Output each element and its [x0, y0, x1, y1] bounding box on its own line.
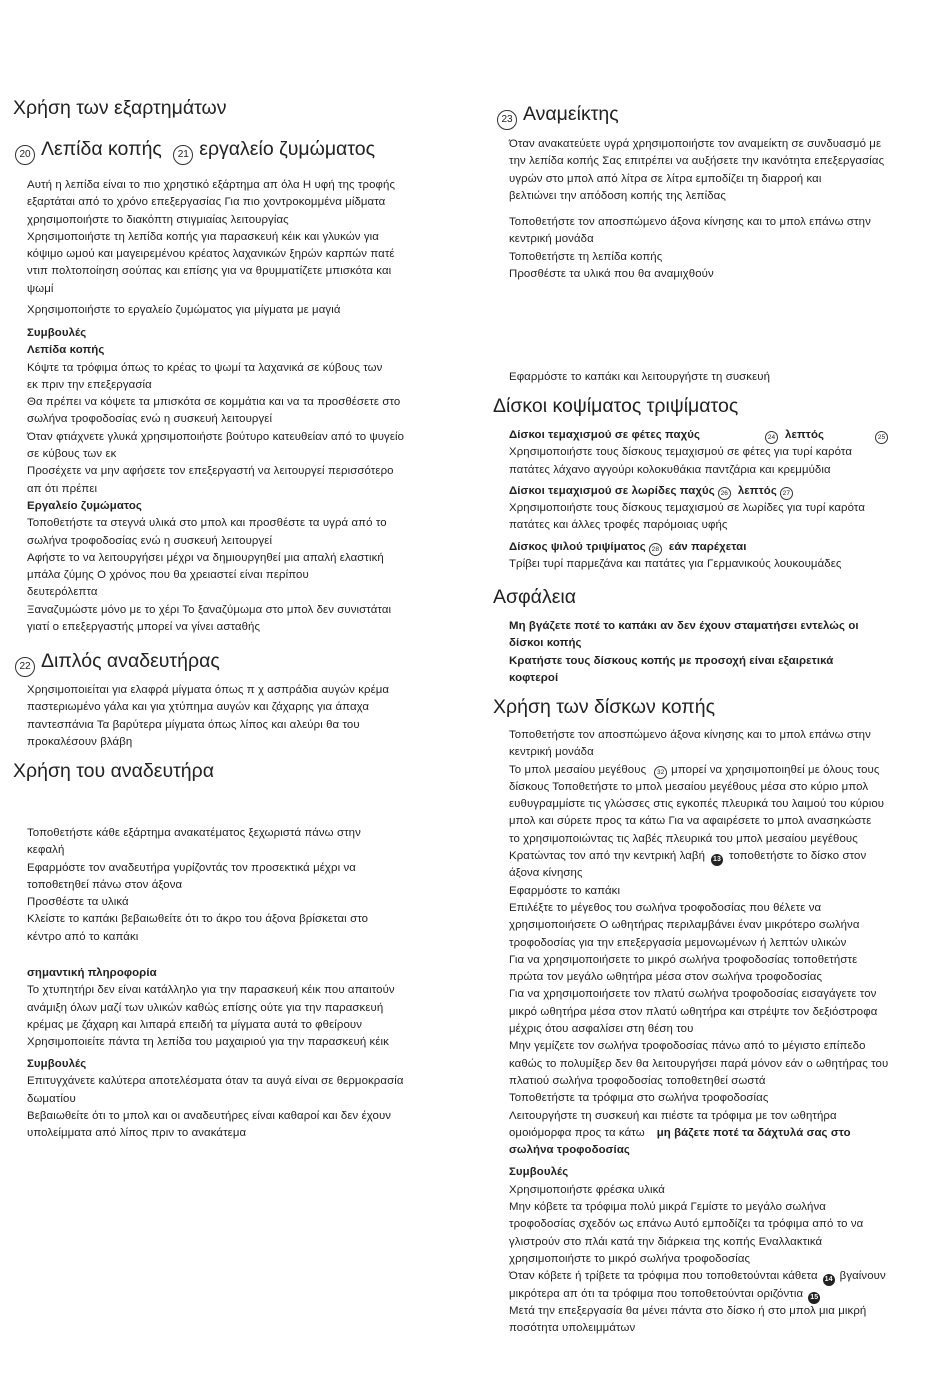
- text-line: [509, 848, 888, 865]
- number-25-icon: 25: [875, 431, 888, 444]
- text-line: ανάμιξη όλων μαζί των υλικών καθώς επίσης ούτε για την παρασκευή: [27, 1001, 384, 1014]
- safety-warnings: [509, 618, 859, 687]
- mixer-steps: [509, 214, 871, 283]
- important-note: [27, 965, 395, 1051]
- text-line: σε κύβους των εκ: [27, 448, 117, 461]
- number-32-icon: 32: [654, 766, 667, 779]
- text-line: τροφοδοσίας για την επεξεργασία μεμονωμένων ή λεπτών υλικών: [509, 936, 847, 949]
- text-line: προκαλέσουν βλάβη: [27, 735, 133, 748]
- number-22-icon: 22: [15, 657, 35, 677]
- text-line: κοφτεροί: [509, 671, 559, 684]
- text-line: Τοποθετήστε τα τρόφιμα στο σωλήνα τροφοδοσίας: [509, 1092, 769, 1105]
- text-line: Χρησιμοποιήστε τη λεπίδα κοπής για παρασκευή κέικ και γλυκών για: [27, 230, 379, 243]
- disc1-label-a: Δίσκοι τεμαχισμού σε φέτες παχύς: [509, 429, 701, 441]
- text-line: δίσκους Τοποθετήστε το μπολ μεσαίου μεγέθους μέσα στο κύριο μπολ: [509, 780, 869, 793]
- text-line: Κρατήστε τους δίσκους κοπής με προσοχή είναι εξαιρετικά: [509, 654, 834, 667]
- text-line: Μην γεμίζετε τον σωλήνα τροφοδοσίας πάνω από το μέγιστο επίπεδο: [509, 1040, 866, 1053]
- text-line: Τοποθετήστε κάθε εξάρτημα ανακατέματος ξεχωριστά πάνω στην: [27, 827, 361, 839]
- text-line: κέντρο από το καπάκι: [27, 930, 139, 943]
- text-line: Προσέχετε να μην αφήσετε τον επεξεργαστή να λειτουργεί περισσότερο: [27, 465, 394, 478]
- text-span: μπορεί να χρησιμοποιηθεί με όλους τους: [671, 763, 880, 776]
- text-line: χρησιμοποιήστε το μικρό σωλήνα τροφοδοσίας: [509, 1252, 751, 1265]
- text-line: χρησιμοποιήστε το διακόπτη στιγμιαίας λειτουργίας: [27, 213, 289, 226]
- text-line: Χρησιμοποιήστε φρέσκα υλικά: [509, 1183, 665, 1196]
- text-line: [509, 762, 888, 779]
- text-span: Το μπολ μεσαίου μεγέθους: [509, 763, 647, 776]
- text-line: σωλήνα τροφοδοσίας: [509, 1144, 630, 1157]
- text-line: ποσότητα υπολειμμάτων: [509, 1322, 636, 1335]
- text-line: Βεβαιωθείτε ότι το μπολ και οι αναδευτήρες είναι καθαροί και δεν έχουν: [27, 1109, 392, 1122]
- text-line: [509, 1125, 888, 1142]
- text-line: παντεσπάνια Τα βαρύτερα μίγματα όπως λίπος και αλεύρι θα του: [27, 718, 360, 731]
- text-line: υγρών στο μπολ από λίτρα σε λίτρα εμποδίζει τη διαρροή και: [509, 172, 822, 185]
- blade-tips: [27, 325, 404, 636]
- section-title-safety: Ασφάλεια: [493, 586, 577, 608]
- disc3-label-b: εάν παρέχεται: [668, 540, 747, 553]
- text-line: κεντρική μονάδα: [509, 233, 594, 246]
- whisk-steps: [27, 825, 368, 946]
- tips-heading: Συμβουλές: [27, 327, 87, 339]
- dough-subheading: Εργαλείο ζυμώματος: [27, 499, 142, 512]
- text-line: κρέμας με ζάχαρη και λιπαρά επειδή τα μίγματα αυτά το φθείρουν: [27, 1018, 363, 1031]
- number-20-icon: 20: [15, 145, 35, 165]
- text-line: χρησιμοποιήσετε Ο ωθητήρας περιλαμβάνει έναν μικρότερο σωλήνα: [509, 919, 860, 932]
- tips-heading: Συμβουλές: [509, 1166, 569, 1179]
- whisk-intro: [27, 682, 389, 751]
- text-line: Λειτουργήστε τη συσκευή και πιέστε τα τρόφιμα με τον ωθητήρα: [509, 1109, 837, 1122]
- important-heading: σημαντική πληροφορία: [27, 967, 157, 979]
- text-line: μπολ και σύρετε προς τα κάτω Για να αφαιρέσετε το μπολ ανασηκώστε: [509, 815, 872, 828]
- text-line: Χρησιμοποιείται για ελαφρά μίγματα όπως π χ ασπράδια αυγών κρέμα: [27, 684, 390, 696]
- text-line: τροφοδοσίας σχεδόν ως επάνω Αυτό εμποδίζει τα τρόφιμα από το να: [509, 1218, 864, 1231]
- text-line: τοποθετηθεί πάνω στον άξονα: [27, 878, 183, 891]
- text-line: καθώς το πολυμίξερ δεν θα λειτουργήσει παρά μόνον εάν ο ωθητήρας του: [509, 1057, 889, 1070]
- text-line: γιατί ο επεξεργαστής μπορεί να γίνει ασταθής: [27, 621, 261, 634]
- heading-whisk-text: Διπλός αναδευτήρας: [41, 650, 220, 672]
- number-28-icon: 28: [649, 543, 662, 556]
- text-line: Προσθέστε τα υλικά που θα αναμιχθούν: [509, 267, 714, 280]
- text-line: Προσθέστε τα υλικά: [27, 896, 129, 909]
- text-line: εξαρτάται από το χρόνο επεξεργασίας Για πιο χοντροκομμένα μίδματα: [27, 196, 386, 209]
- disc-use-steps: [509, 727, 888, 1337]
- text-line: την λεπίδα κοπής Σας επιτρέπει να αυξήσετε την ικανότητα επεξεργασίας: [509, 155, 885, 168]
- text-span: Κρατώντας τον από την κεντρική λαβή: [509, 850, 706, 863]
- text-line: Μην κόβετε τα τρόφιμα πολύ μικρά Γεμίστε το μεγάλο σωλήνα: [509, 1201, 826, 1214]
- text-line: μέχρις ότου ασφαλίσει στη θέση του: [509, 1023, 694, 1036]
- heading-mixer: [497, 102, 619, 130]
- text-span: βγαίνουν: [839, 1270, 886, 1283]
- disc3-label: [509, 539, 891, 556]
- text-line: Τοποθετήστε τη λεπίδα κοπής: [509, 250, 663, 263]
- text-line: Χρησιμοποιήστε τους δίσκους τεμαχισμού σε λωρίδες για τυρί καρότα: [509, 502, 866, 515]
- text-line: Κόψτε τα τρόφιμα όπως το κρέας το ψωμί τα λαχανικά σε κύβους των: [27, 361, 383, 374]
- warning-span: μη βάζετε ποτέ τα δάχτυλά σας στο: [656, 1126, 851, 1139]
- blade-intro: [27, 177, 395, 298]
- text-line: κεντρική μονάδα: [509, 746, 594, 759]
- text-line: [509, 1268, 888, 1285]
- heading-whisk: [15, 649, 220, 677]
- text-line: δίσκοι κοπής: [509, 637, 582, 650]
- text-line: σωλήνα τροφοδοσίας ενώ η συσκευή λειτουργεί: [27, 534, 273, 547]
- disc2-label: [509, 483, 891, 500]
- text-line: βελτιώνει την απόδοση κοπής της λεπίδας: [509, 189, 726, 202]
- text-line: άξονα κίνησης: [509, 867, 583, 880]
- text-line: Κλείστε το καπάκι βεβαιωθείτε ότι το άκρο του άξονα βρίσκεται στο: [27, 913, 369, 926]
- heading-blade-text: Λεπίδα κοπής: [41, 138, 162, 160]
- text-line: Όταν ανακατεύετε υγρά χρησιμοποιήστε τον αναμείκτη σε συνδυασμό με: [509, 138, 882, 150]
- text-span: Όταν κόβετε ή τρίβετε τα τρόφιμα που τοποθετούνται κάθετα: [509, 1270, 818, 1283]
- text-line: Τοποθετήστε τον αποσπώμενο άξονα κίνησης και το μπολ επάνω στην: [509, 216, 871, 228]
- text-span: μικρότερα απ ότι τα τρόφιμα που τοποθετούνται οριζόντια: [509, 1287, 804, 1300]
- number-14-icon: 14: [823, 1274, 835, 1286]
- text-line: υπολείμματα από λίπος πριν το ανακάτεμα: [27, 1127, 247, 1140]
- section-title-whisk-use: Χρήση του αναδευτήρα: [13, 760, 215, 782]
- number-15-icon: 15: [808, 1292, 820, 1304]
- text-line: απ ότι πρέπει: [27, 482, 98, 495]
- text-line: Τοποθετήστε τα στεγνά υλικά στο μπολ και προσθέστε τα υγρά από το: [27, 517, 387, 530]
- text-line: το χρησιμοποιώντας τις λαβές πλευρικά του μπολ μεσαίου μεγέθους: [509, 832, 858, 845]
- text-line: Για να χρησιμοποιήσετε τον πλατύ σωλήνα τροφοδοσίας εισαγάγετε τον: [509, 988, 877, 1001]
- disc3-label-a: Δίσκος ψιλού τριψίματος: [509, 540, 646, 553]
- whisk-tips: [27, 1056, 404, 1142]
- number-24-icon: 24: [765, 431, 778, 444]
- heading-blade-dough: [15, 137, 375, 165]
- text-line: Όταν φτιάχνετε γλυκά χρησιμοποιήστε βούτυρο κατευθείαν από το ψυγείο: [27, 430, 405, 443]
- text-line: Χρησιμοποιείτε πάντα τη λεπίδα του μαχαιριού για την παρασκευή κέικ: [27, 1036, 389, 1049]
- text-line: Εφαρμόστε τον αναδευτήρα γυρίζοντάς τον προσεκτικά μέχρι να: [27, 861, 356, 874]
- text-line: Επιτυγχάνετε καλύτερα αποτελέσματα όταν τα αυγά είναι σε θερμοκρασία: [27, 1075, 404, 1088]
- section-title-accessories: Χρήση των εξαρτημάτων: [13, 97, 227, 119]
- text-line: Για να χρησιμοποιήσετε το μικρό σωλήνα τροφοδοσίας τοποθετήστε: [509, 953, 858, 966]
- text-line: πρώτα τον μεγάλο ωθητήρα μέσα στον σωλήνα τροφοδοσίας: [509, 971, 823, 984]
- number-23-icon: 23: [497, 110, 517, 130]
- heading-dough-text: εργαλείο ζυμώματος: [199, 138, 375, 160]
- text-line: Τρίβει τυρί παρμεζάνα και πατάτες για Γερμανικούς λουκουμάδες: [509, 558, 842, 571]
- number-13-icon: 13: [711, 854, 723, 866]
- text-line: πατάτες λάχανο αγγούρι κολοκυθάκια παντζάρια και κρεμμύδια: [509, 463, 831, 476]
- text-line: σωλήνα τροφοδοσίας ενώ η συσκευή λειτουργεί: [27, 413, 273, 426]
- text-line: δωματίου: [27, 1092, 76, 1105]
- text-line: Επιλέξτε το μέγεθος του σωλήνα τροφοδοσίας που θέλετε να: [509, 901, 822, 914]
- heading-mixer-text: Αναμείκτης: [523, 103, 619, 125]
- text-span: τοποθετήστε το δίσκο στον: [729, 850, 867, 863]
- text-line: Εφαρμόστε το καπάκι: [509, 884, 621, 897]
- disc1-label: [509, 427, 891, 444]
- text-line: Μετά την επεξεργασία θα μένει πάντα στο δίσκο ή στο μπολ μια μικρή: [509, 1304, 867, 1317]
- text-line: παστεριωμένο γάλα και για χτύπημα αυγών και ζάχαρης για άπαχα: [27, 701, 370, 714]
- text-line: πλατιού σωλήνα τροφοδοσίας τοποθετηθεί σωστά: [509, 1074, 766, 1087]
- text-line: Μη βγάζετε ποτέ το καπάκι αν δεν έχουν σταματήσει εντελώς οι: [509, 620, 859, 632]
- text-line: Τοποθετήστε τον αποσπώμενο άξονα κίνησης και το μπολ επάνω στην: [509, 729, 871, 741]
- text-line: Αυτή η λεπίδα είναι το πιο χρηστικό εξάρτημα απ όλα Η υφή της τροφής: [27, 179, 396, 191]
- text-line: μικρό ωθητήρα μέσα στον πλατύ ωθητήρα και στρέψτε τον δεξιόστροφα: [509, 1005, 878, 1018]
- text-line: δευτερόλεπτα: [27, 586, 98, 599]
- text-line: Θα πρέπει να κόψετε τα μπισκότα σε κομμάτια και να τα προσθέσετε στο: [27, 396, 401, 409]
- dough-use-line: Χρησιμοποιήστε το εργαλείο ζυμώματος για μίγματα με μαγιά: [27, 304, 341, 316]
- text-line: ντιπ πολτοποίηση σούπας και επίσης για να θρυμματίζετε μπισκότα και: [27, 265, 392, 278]
- text-line: γλιστρούν στο πλάι κατά την διάρκεια της κοπής Εναλλακτικά: [509, 1235, 823, 1248]
- disc2-label-b: λεπτός: [737, 484, 777, 497]
- text-line: μπάλα ζύμης Ο χρόνος που θα χρειαστεί είναι περίπου: [27, 569, 309, 582]
- number-21-icon: 21: [173, 145, 193, 165]
- section-title-disc-use: Χρήση των δίσκων κοπής: [493, 696, 715, 718]
- text-line: εκ πριν την επεξεργασία: [27, 378, 152, 391]
- text-line: κεφαλή: [27, 844, 65, 857]
- mixer-intro: [509, 136, 884, 205]
- number-26-icon: 26: [718, 487, 731, 500]
- text-line: [509, 1286, 888, 1303]
- disc1-label-b: λεπτός: [785, 429, 825, 441]
- blade-subheading: Λεπίδα κοπής: [27, 344, 105, 357]
- text-line: Το χτυπητήρι δεν είναι κατάλληλο για την παρασκευή κέικ που απαιτούν: [27, 984, 395, 997]
- text-line: ευθυγραμμίστε τις γλώσσες στις εγκοπές πλευρικά του λαιμού του κύριου: [509, 798, 885, 811]
- mixer-final-line: Εφαρμόστε το καπάκι και λειτουργήστε τη συσκευή: [509, 371, 771, 383]
- number-27-icon: 27: [780, 487, 793, 500]
- text-line: Χρησιμοποιήστε τους δίσκους τεμαχισμού σε φέτες για τυρί καρότα: [509, 446, 853, 459]
- text-span: ομοιόμορφα προς τα κάτω: [509, 1126, 645, 1139]
- discs-list: [509, 427, 891, 573]
- disc2-label-a: Δίσκοι τεμαχισμού σε λωρίδες παχύς: [509, 484, 715, 497]
- section-title-discs: Δίσκοι κοψίματος τριψίματος: [493, 395, 739, 417]
- text-line: Ξαναζυμώστε μόνο με το χέρι Το ξαναζύμωμα στο μπολ δεν συνιστάται: [27, 603, 392, 616]
- text-line: ψωμί: [27, 282, 54, 295]
- text-line: πατάτες και άλλες τροφές παρόμοιας υφής: [509, 519, 728, 532]
- tips-heading: Συμβουλές: [27, 1058, 87, 1070]
- text-line: κόψιμο ωμού και μαγειρεμένου κρέατος λαχανικών ξηρών καρπών πατέ: [27, 248, 395, 261]
- text-line: Αφήστε το να λειτουργήσει μέχρι να δημιουργηθεί μια απαλή ελαστική: [27, 551, 384, 564]
